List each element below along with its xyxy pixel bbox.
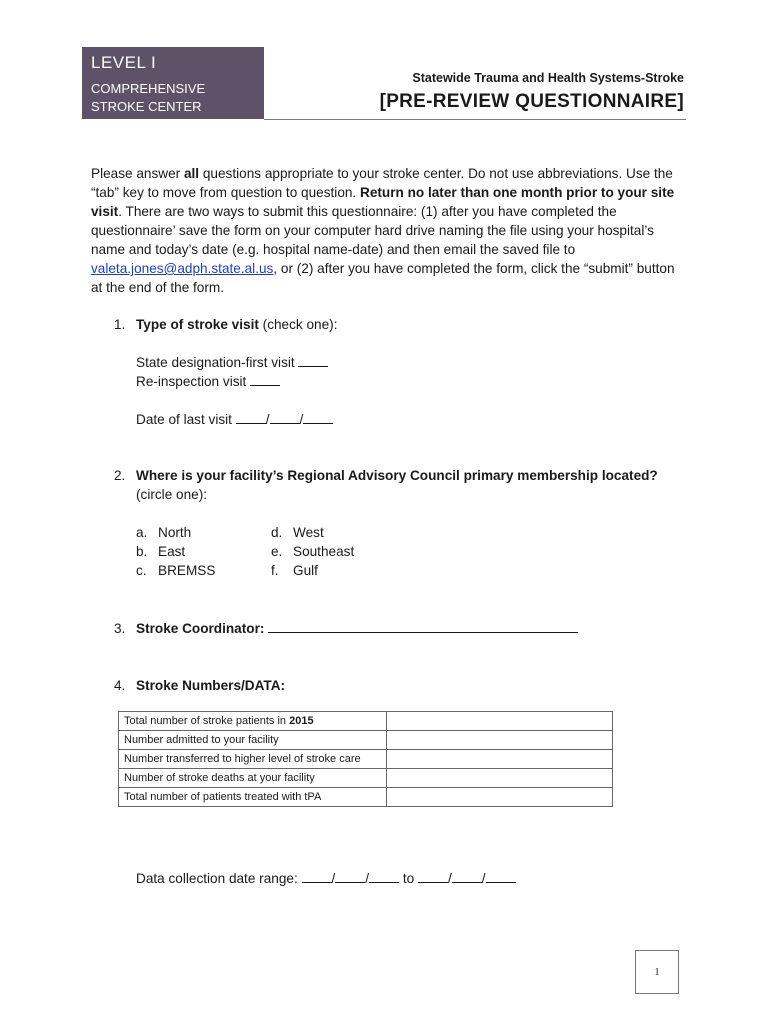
intro-bold-all: all (183, 166, 200, 181)
date-year-blank[interactable] (303, 411, 333, 424)
region-option-north[interactable]: a. North (136, 525, 192, 540)
badge-level: LEVEL I (91, 53, 157, 72)
table-row (119, 750, 613, 769)
header-divider (264, 119, 686, 120)
last-visit-date: Date of last visit / / (136, 410, 333, 429)
date-label: Date of last visit (136, 412, 232, 427)
start-year-blank[interactable] (369, 870, 399, 883)
row-label: Number transferred to higher level of stroke care (119, 750, 387, 769)
option-label: Re-inspection visit (136, 374, 247, 389)
region-option-west[interactable]: d. West (271, 525, 324, 540)
badge-subtitle (91, 80, 264, 116)
instructions-paragraph (91, 164, 681, 297)
intro-text-4: , or (2) after you have completed the form, click the “submit” button at the end of the form. (91, 261, 675, 295)
region-option-southeast[interactable]: e. Southeast (271, 544, 355, 559)
region-option-bremss[interactable]: c. BREMSS (136, 563, 216, 578)
badge-line-1: COMPREHENSIVE (91, 81, 206, 96)
total-stroke-patients-input[interactable] (387, 712, 613, 731)
question-number: 3. (114, 621, 126, 636)
report-year: 2015 (289, 715, 314, 727)
intro-text-2: questions appropriate to your stroke center. Do not use abbreviations. Use the “tab” key to move from question to question. (91, 166, 673, 200)
table-row (119, 769, 613, 788)
badge-line-2: STROKE CENTER (91, 99, 202, 114)
level-badge (82, 47, 264, 119)
range-label: Data collection date range: (136, 871, 298, 886)
stroke-coordinator-field[interactable] (268, 620, 578, 633)
row-label: Total number of patients treated with tPA (119, 788, 387, 807)
start-month-blank[interactable] (302, 870, 332, 883)
transferred-input[interactable] (387, 750, 613, 769)
intro-text-1: Please answer (91, 166, 184, 181)
region-column-left (136, 523, 286, 580)
question-hint: (check one): (258, 317, 338, 332)
date-month-blank[interactable] (236, 411, 266, 424)
question-1 (114, 315, 337, 334)
reinspection-blank[interactable] (250, 373, 280, 386)
question-number: 1. (114, 317, 126, 332)
stroke-deaths-input[interactable] (387, 769, 613, 788)
question-3 (114, 619, 578, 638)
intro-deadline: Return no later than one month prior to your site visit (91, 185, 675, 219)
email-link[interactable]: valeta.jones@adph.state.al.us (91, 261, 274, 276)
stroke-data-table (118, 711, 613, 807)
intro-text-3: . There are two ways to submit this questionnaire: (1) after you have completed the questionnaire’ save the form on your computer hard drive naming the file using your hospital’s name and today’s date (e.g. hospital name-date) and then email the saved file to (91, 204, 654, 257)
tpa-treated-input[interactable] (387, 788, 613, 807)
header-subtitle: Statewide Trauma and Health Systems-Stroke (412, 71, 684, 85)
question-label: Stroke Coordinator: (136, 621, 265, 636)
region-column-right (271, 523, 421, 580)
question-hint: (circle one): (136, 487, 208, 502)
page-title: [PRE-REVIEW QUESTIONNAIRE] (379, 91, 684, 112)
question-label: Type of stroke visit (136, 317, 259, 332)
visit-option-reinspection (136, 372, 280, 391)
admitted-input[interactable] (387, 731, 613, 750)
row-label: Number admitted to your facility (119, 731, 387, 750)
end-year-blank[interactable] (486, 870, 516, 883)
range-to: to (402, 871, 415, 886)
option-label: State designation-first visit (136, 355, 295, 370)
page-number: 1 (635, 950, 679, 994)
date-day-blank[interactable] (270, 411, 300, 424)
question-label: Stroke Numbers/DATA: (136, 678, 286, 693)
question-label: Where is your facility’s Regional Advisory Council primary membership located? (136, 468, 658, 483)
first-visit-blank[interactable] (298, 354, 328, 367)
visit-option-first (136, 353, 328, 372)
question-number: 2. (114, 468, 126, 483)
table-row (119, 712, 613, 731)
region-option-east[interactable]: b. East (136, 544, 186, 559)
end-month-blank[interactable] (418, 870, 448, 883)
question-2 (114, 466, 658, 485)
data-collection-range: Data collection date range: / / to / / (136, 869, 516, 888)
start-day-blank[interactable] (335, 870, 365, 883)
question-number: 4. (114, 678, 126, 693)
region-option-gulf[interactable]: f. Gulf (271, 563, 318, 578)
end-day-blank[interactable] (452, 870, 482, 883)
question-4 (114, 676, 285, 695)
table-row (119, 731, 613, 750)
row-label: Number of stroke deaths at your facility (119, 769, 387, 788)
table-row (119, 788, 613, 807)
row-label: Total number of stroke patients in 2015 (119, 712, 387, 731)
